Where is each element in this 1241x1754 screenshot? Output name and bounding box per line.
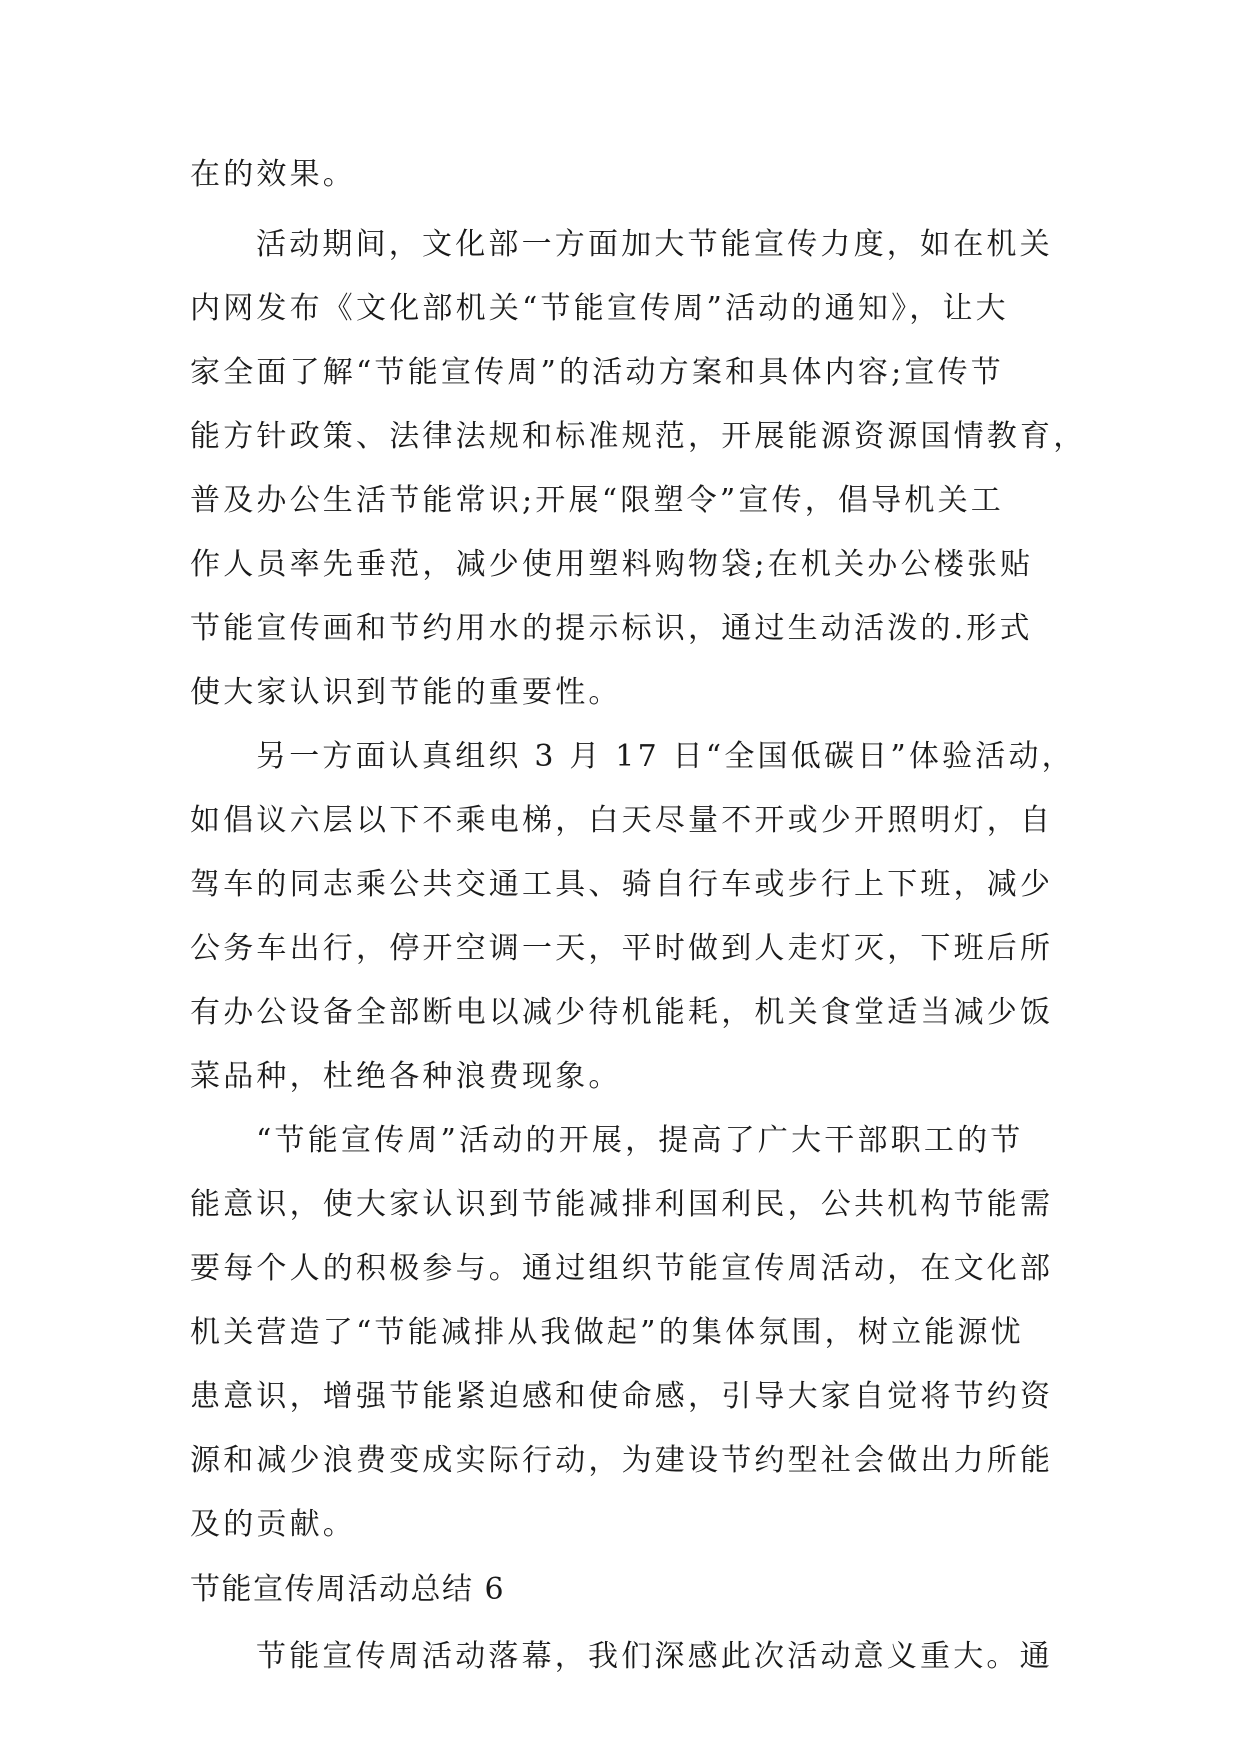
paragraph-line: 能方针政策、法律法规和标准规范，开展能源资源国情教育， <box>190 419 1087 454</box>
paragraph-line: 另一方面认真组织 3 月 17 日“全国低碳日”体验活动， <box>256 739 1075 774</box>
paragraph-line: 公务车出行，停开空调一天，平时做到人走灯灭，下班后所 <box>190 931 1054 966</box>
paragraph-line: “节能宣传周”活动的开展，提高了广大干部职工的节 <box>256 1123 1024 1158</box>
paragraph-line: 能意识，使大家认识到节能减排利国利民，公共机构节能需 <box>190 1187 1054 1222</box>
paragraph-line: 菜品种，杜绝各种浪费现象。 <box>190 1059 622 1094</box>
paragraph-line: 普及办公生活节能常识;开展“限塑令”宣传，倡导机关工 <box>190 483 1004 518</box>
section-heading: 节能宣传周活动总结 6 <box>190 1572 506 1607</box>
paragraph-line: 活动期间，文化部一方面加大节能宣传力度，如在机关 <box>256 227 1053 262</box>
paragraph-line: 作人员率先垂范，减少使用塑料购物袋;在机关办公楼张贴 <box>190 547 1034 582</box>
paragraph-line: 有办公设备全部断电以减少待机能耗，机关食堂适当减少饭 <box>190 995 1054 1030</box>
paragraph-line: 及的贡献。 <box>190 1507 356 1542</box>
paragraph-line: 节能宣传周活动落幕，我们深感此次活动意义重大。通 <box>256 1639 1053 1674</box>
paragraph-line: 驾车的同志乘公共交通工具、骑自行车或步行上下班，减少 <box>190 867 1054 902</box>
paragraph-line: 内网发布《文化部机关“节能宣传周”活动的通知》，让大 <box>190 291 1009 326</box>
paragraph-line: 要每个人的积极参与。通过组织节能宣传周活动，在文化部 <box>190 1251 1054 1286</box>
paragraph-line: 家全面了解“节能宣传周”的活动方案和具体内容;宣传节 <box>190 355 1004 390</box>
paragraph-line: 源和减少浪费变成实际行动，为建设节约型社会做出力所能 <box>190 1443 1054 1478</box>
paragraph-line: 节能宣传画和节约用水的提示标识，通过生动活泼的.形式 <box>190 611 1033 646</box>
paragraph-line: 机关营造了“节能减排从我做起”的集体氛围，树立能源忧 <box>190 1315 1024 1350</box>
paragraph-line: 患意识，增强节能紧迫感和使命感，引导大家自觉将节约资 <box>190 1379 1054 1414</box>
paragraph-line: 使大家认识到节能的重要性。 <box>190 675 622 710</box>
paragraph-line: 在的效果。 <box>190 157 356 192</box>
paragraph-line: 如倡议六层以下不乘电梯，白天尽量不开或少开照明灯，自 <box>190 803 1054 838</box>
